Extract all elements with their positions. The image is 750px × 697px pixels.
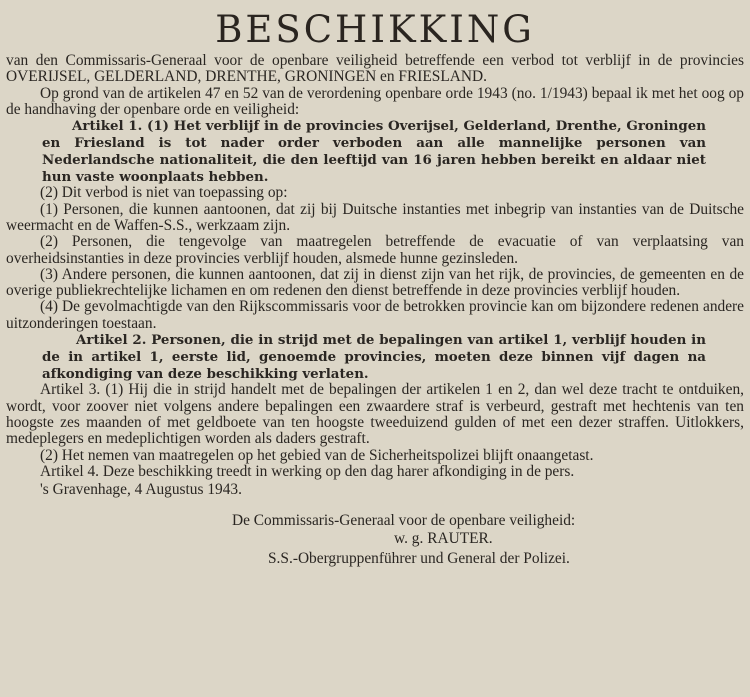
article-1-exception-2: (2) Personen, die tengevolge van maatregelen betreffende de evacuatie of van verplaatsing van overheidsinstanties in deze provincies verblijf houden, alsmede hunne gezinsleden. <box>6 233 744 267</box>
article-2: Artikel 2. Personen, die in strijd met de bepalingen van artikel 1, verblijf houden in de in artikel 1, eerste lid, genoemde provincies, moeten deze binnen vijf dagen na afkondiging van deze beschikking verlaten. <box>42 332 706 382</box>
document-body <box>6 53 744 567</box>
signature-name: w. g. RAUTER. <box>394 529 493 547</box>
article-3-paragraph-1: Artikel 3. (1) Hij die in strijd handelt met de bepalingen der artikelen 1 en 2, dan wel deze tracht te ontduiken, wordt, voor zoover niet volgens andere bepalingen een zwaardere straf is verbeurd, gestraft met hechtenis van ten hoogste zes maanden of met geldboete van ten hoogste tweeduizend gulden of met een dezer straffen. Uitlokkers, medeplegers en medeplichtigen worden als daders gestraft. <box>6 381 744 448</box>
article-1-exception-3: (3) Andere personen, die kunnen aantoonen, dat zij in dienst zijn van het rijk, de provincies, de gemeenten en de overige publiekrechtelijke lichamen en om redenen den dienst betreffende in deze provincies verblijf houden. <box>6 265 744 300</box>
signature-title: De Commissaris-Generaal voor de openbare veiligheid: <box>232 511 576 529</box>
article-1-exception-4: (4) De gevolmachtigde van den Rijkscommissaris voor de betrokken provincie kan om bijzondere redenen andere uitzonderingen toestaan. <box>6 298 744 332</box>
document-title: BESCHIKKING <box>215 8 535 51</box>
date-line: 's Gravenhage, 4 Augustus 1943. <box>40 481 242 499</box>
article-3-paragraph-2: (2) Het nemen van maatregelen op het gebied van de Sicherheitspolizei blijft onaangetast. <box>40 446 594 464</box>
intro-paragraph: van den Commissaris-Generaal voor de openbare veiligheid betreffende een verbod tot verblijf in de provincies OVERIJSEL, GELDERLAND, DRENTHE, GRONINGEN en FRIESLAND. <box>6 52 744 86</box>
article-1-paragraph-2: (2) Dit verbod is niet van toepassing op: <box>40 184 288 202</box>
signature-rank: S.S.-Obergruppenführer und General der Polizei. <box>268 550 570 568</box>
article-1: Artikel 1. (1) Het verblijf in de provincies Overijsel, Gelderland, Drenthe, Groningen en Friesland is tot nader order verboden aan alle mannelijke personen van Nederlandsche nationaliteit, die den leeftijd van 16 jaren hebben bereikt en aldaar niet hun vaste woonplaats hebben. <box>42 118 706 185</box>
article-1-exception-1: (1) Personen, die kunnen aantoonen, dat zij bij Duitsche instanties met inbegrip van instanties van de Duitsche weermacht en de Waffen-S.S., werkzaam zijn. <box>6 200 744 234</box>
preamble-paragraph: Op grond van de artikelen 47 en 52 van de verordening openbare orde 1943 (no. 1/1943) bepaal ik met het oog op de handhaving der openbare orde en veiligheid: <box>6 84 744 118</box>
article-4: Artikel 4. Deze beschikking treedt in werking op den dag harer afkondiging in de pers. <box>40 462 575 480</box>
